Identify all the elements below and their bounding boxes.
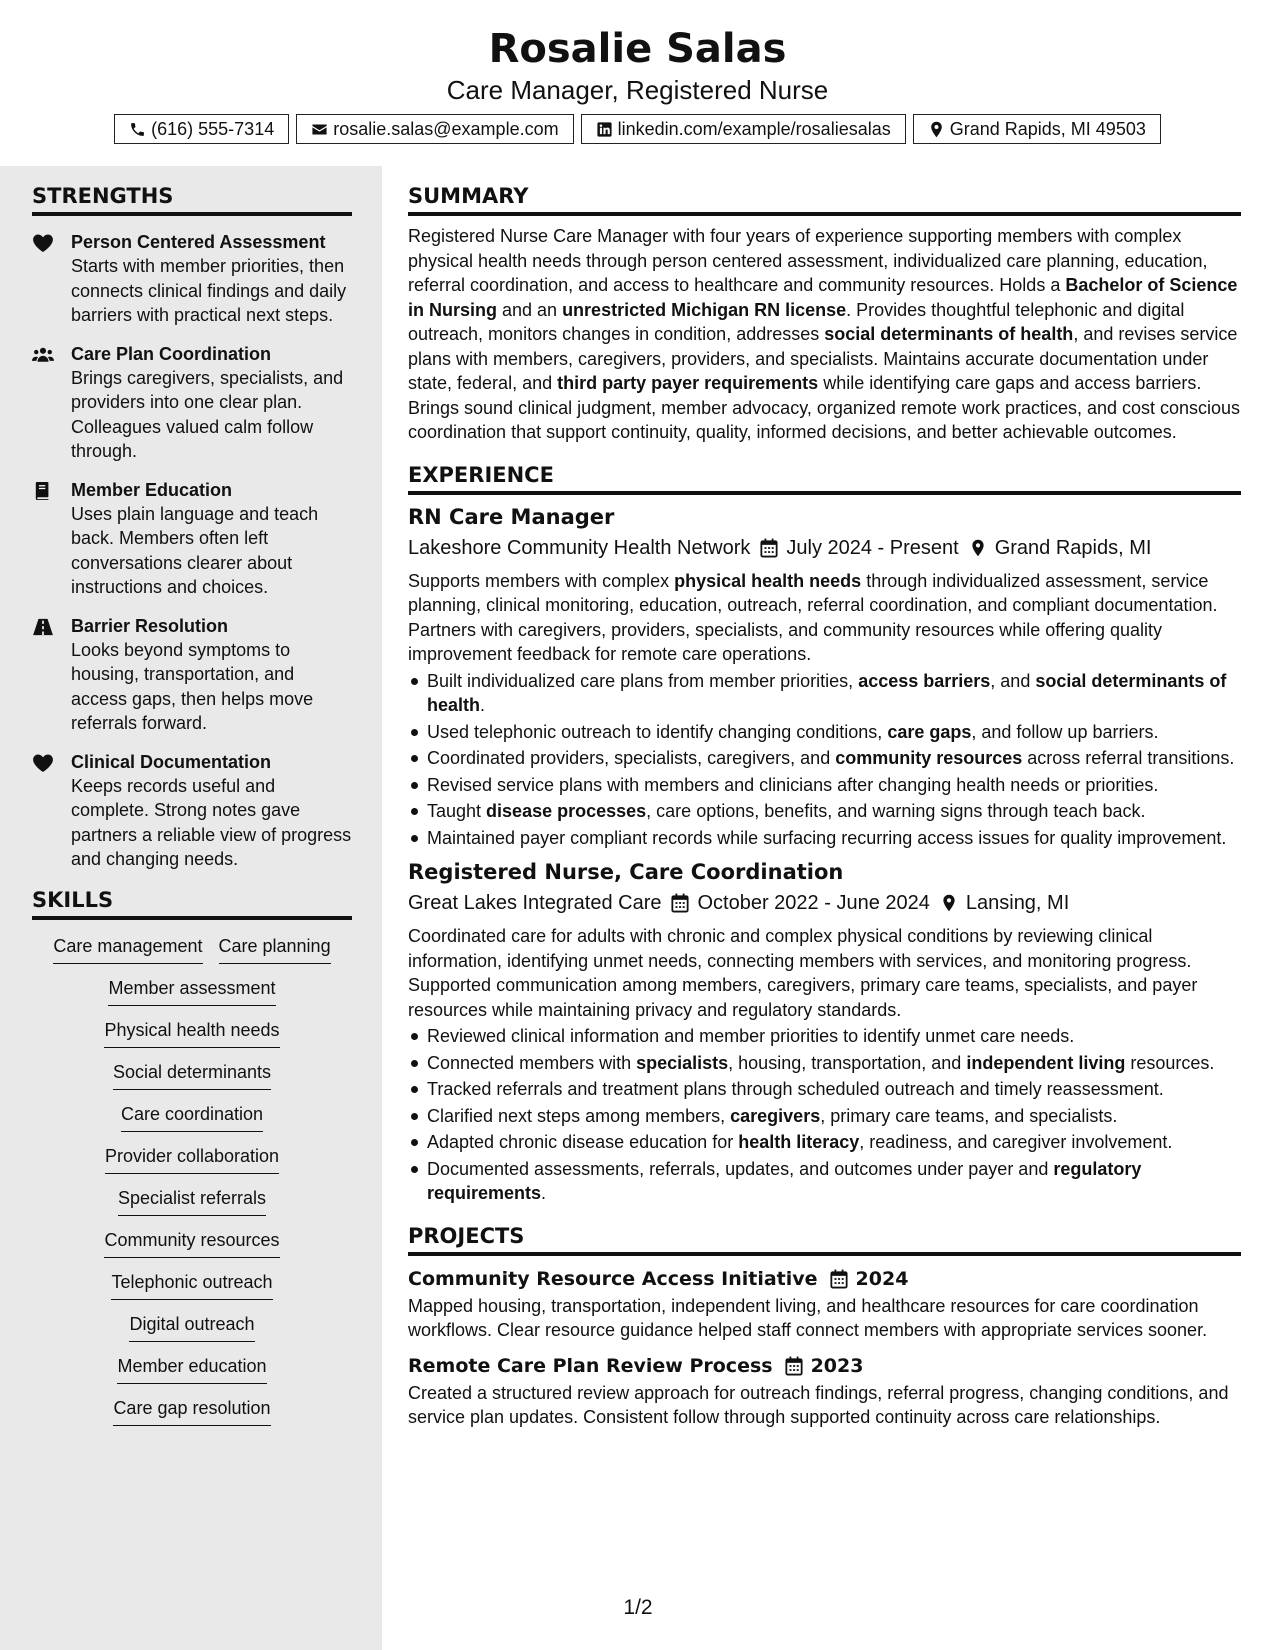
job-company: Great Lakes Integrated Care xyxy=(408,892,662,914)
bold-text: care gaps xyxy=(887,721,972,742)
job-bullet: Maintained payer compliant records while surfacing recurring access issues for quality improvement. xyxy=(408,826,1241,851)
skills-heading: SKILLS xyxy=(32,886,352,920)
page-number: 1/2 xyxy=(623,1596,653,1619)
map-pin-icon xyxy=(928,121,945,138)
skill-tag: Social determinants xyxy=(113,1060,271,1090)
strength-desc: Looks beyond symptoms to housing, transportation, and access gaps, then helps move referrals forward. xyxy=(71,639,314,733)
bold-text: caregivers xyxy=(730,1105,821,1126)
envelope-icon xyxy=(311,121,328,138)
job-location: Lansing, MI xyxy=(965,892,1070,914)
bold-text: Bachelor of Science in Nursing xyxy=(408,275,1238,320)
job-meta xyxy=(408,533,1241,563)
strength-item xyxy=(32,478,352,600)
project-entry xyxy=(408,1266,1241,1343)
candidate-name: Rosalie Salas xyxy=(488,26,787,72)
phone-icon xyxy=(129,121,146,138)
bold-text: health literacy xyxy=(738,1132,860,1152)
heart-icon xyxy=(32,754,54,772)
job-bullet: Clarified next steps among members, caregivers, primary care teams, and specialists. xyxy=(408,1104,1241,1129)
bold-text: unrestricted Michigan RN license xyxy=(562,299,847,320)
skills-list xyxy=(32,934,352,1426)
calendar-icon xyxy=(830,1269,848,1289)
strength-title: Member Education xyxy=(71,479,233,500)
bold-text: social determinants of health xyxy=(824,324,1074,344)
job-meta xyxy=(408,888,1241,918)
job-bullets xyxy=(408,669,1241,851)
job-bullet: Documented assessments, referrals, updates, and outcomes under payer and regulatory requirements. xyxy=(408,1157,1241,1206)
bold-text: specialists xyxy=(636,1052,729,1073)
project-description: Mapped housing, transportation, independent living, and healthcare resources for care coordination workflows. Clear resource guidance helped staff connect members with appropriate services sooner. xyxy=(408,1295,1208,1340)
main-content xyxy=(408,166,1241,1430)
job-bullet: Reviewed clinical information and member priorities to identify unmet care needs. xyxy=(408,1024,1241,1049)
projects-heading: PROJECTS xyxy=(408,1222,1241,1256)
contact-linkedin[interactable] xyxy=(581,114,906,144)
job-company: Lakeshore Community Health Network xyxy=(408,536,751,559)
experience-heading: EXPERIENCE xyxy=(408,461,1241,495)
skill-tag: Care planning xyxy=(219,934,331,964)
strength-title: Barrier Resolution xyxy=(71,615,229,636)
job-title: Registered Nurse, Care Coordination xyxy=(408,860,844,884)
strength-title: Person Centered Assessment xyxy=(71,232,326,252)
candidate-title: Care Manager, Registered Nurse xyxy=(446,75,829,105)
strength-item xyxy=(32,614,352,736)
calendar-icon xyxy=(760,538,778,558)
job-title: RN Care Manager xyxy=(408,504,615,529)
strength-desc: Brings caregivers, specialists, and providers into one clear plan. Colleagues valued calm follow through. xyxy=(71,367,344,461)
project-entry xyxy=(408,1353,1241,1430)
contact-location[interactable] xyxy=(913,114,1161,144)
skill-tag: Digital outreach xyxy=(129,1312,254,1342)
calendar-icon xyxy=(671,893,689,913)
contact-phone[interactable] xyxy=(114,114,289,144)
bold-text: independent living xyxy=(966,1052,1126,1073)
strength-item xyxy=(32,230,352,328)
resume-header xyxy=(0,0,1275,166)
skill-tag: Care coordination xyxy=(121,1102,263,1132)
job-bullet: Adapted chronic disease education for health literacy, readiness, and caregiver involvement. xyxy=(408,1130,1241,1155)
project-title: Remote Care Plan Review Process xyxy=(408,1354,773,1377)
summary-heading: SUMMARY xyxy=(408,182,1241,216)
project-year: 2023 xyxy=(810,1354,864,1377)
skill-tag: Community resources xyxy=(104,1228,279,1258)
bold-text: social determinants of health xyxy=(427,670,1227,715)
job-bullet: Connected members with specialists, housing, transportation, and independent living resources. xyxy=(408,1051,1241,1076)
project-title-row xyxy=(408,1266,1241,1292)
job-bullets xyxy=(408,1024,1241,1206)
job-dates: October 2022 - June 2024 xyxy=(697,892,930,914)
job-bullet: Used telephonic outreach to identify changing conditions, care gaps, and follow up barriers. xyxy=(408,720,1241,745)
contact-bar xyxy=(0,114,1275,144)
strength-title: Care Plan Coordination xyxy=(71,343,272,364)
skill-tag: Specialist referrals xyxy=(118,1186,266,1216)
summary-text: Registered Nurse Care Manager with four years of experience supporting members with complex physical health needs through person centered assessment, individualized care planning, education, referral coordination, and access to healthcare and community resources. Holds a Bachelor of Science in Nursing and an unrestricted Michigan RN license. Provides thoughtful telephonic and digital outreach, monitors changes in condition, addresses social determinants of health, and revises service plans with members, caregivers, providers, and specialists. Maintains accurate documentation under state, federal, and third party payer requirements while identifying care gaps and access barriers. Brings sound clinical judgment, member advocacy, organized remote work practices, and cost conscious coordination that support continuity, quality, informed decisions, and better achievable outcomes. xyxy=(408,226,1241,442)
bold-text: access barriers xyxy=(858,670,991,691)
strengths-list xyxy=(32,230,352,872)
map-pin-icon xyxy=(940,893,958,913)
skill-tag: Care gap resolution xyxy=(113,1396,270,1426)
strength-title: Clinical Documentation xyxy=(71,751,272,772)
bold-text: disease processes xyxy=(486,801,647,821)
job-bullet: Tracked referrals and treatment plans through scheduled outreach and timely reassessment. xyxy=(408,1077,1241,1102)
heart-icon xyxy=(32,234,54,252)
skill-tag: Member education xyxy=(117,1354,266,1384)
strength-desc: Uses plain language and teach back. Members often left conversations clearer about instructions and choices. xyxy=(71,503,319,597)
bold-text: regulatory requirements xyxy=(427,1158,1142,1203)
job-bullet: Revised service plans with members and clinicians after changing health needs or priorities. xyxy=(408,773,1241,798)
job-entry xyxy=(408,503,1241,851)
job-description: Supports members with complex physical health needs through individualized assessment, service planning, clinical monitoring, education, outreach, referral coordination, and compliant documentation. Partners with caregivers, providers, specialists, and community resources while offering quality improvement feedback for remote care operations. xyxy=(408,570,1218,664)
strength-item xyxy=(32,342,352,464)
bold-text: third party payer requirements xyxy=(557,373,819,393)
skill-tag: Telephonic outreach xyxy=(111,1270,272,1300)
contact-email[interactable] xyxy=(296,114,573,144)
job-description: Coordinated care for adults with chronic and complex physical conditions by reviewing clinical information, identifying unmet needs, connecting members with services, and monitoring progress. Supported communication among members, caregivers, primary care teams, specialists, and payer resources while maintaining privacy and regulatory standards. xyxy=(408,926,1198,1020)
bold-text: community resources xyxy=(835,748,1023,768)
contact-email-text: rosalie.salas@example.com xyxy=(333,118,559,139)
job-location: Grand Rapids, MI xyxy=(994,536,1152,559)
project-description: Created a structured review approach for outreach findings, referral progress, changing conditions, and service plan updates. Consistent follow through supported continuity across care relationships. xyxy=(408,1382,1229,1427)
strengths-heading: STRENGTHS xyxy=(32,182,352,216)
job-bullet: Built individualized care plans from member priorities, access barriers, and social determinants of health. xyxy=(408,669,1241,718)
strength-desc: Keeps records useful and complete. Strong notes gave partners a reliable view of progress and changing needs. xyxy=(71,775,352,869)
project-title: Community Resource Access Initiative xyxy=(408,1267,818,1290)
contact-phone-text: (616) 555-7314 xyxy=(151,118,275,139)
contact-linkedin-text: linkedin.com/example/rosaliesalas xyxy=(617,118,891,139)
skill-tag: Care management xyxy=(53,934,202,964)
sidebar xyxy=(0,166,382,1650)
job-dates: July 2024 - Present xyxy=(786,536,959,559)
road-icon xyxy=(32,618,54,636)
users-icon xyxy=(32,346,54,364)
project-title-row xyxy=(408,1353,1241,1379)
calendar-icon xyxy=(785,1356,803,1376)
skill-tag: Member assessment xyxy=(108,976,275,1006)
job-bullet: Taught disease processes, care options, benefits, and warning signs through teach back. xyxy=(408,799,1241,824)
map-pin-icon xyxy=(969,538,987,558)
skill-tag: Physical health needs xyxy=(104,1018,279,1048)
project-year: 2024 xyxy=(855,1267,909,1290)
skill-tag: Provider collaboration xyxy=(105,1144,279,1174)
strength-item xyxy=(32,750,352,872)
strength-desc: Starts with member priorities, then connects clinical findings and daily barriers with practical next steps. xyxy=(71,256,347,325)
job-entry xyxy=(408,858,1241,1206)
linkedin-icon xyxy=(596,121,613,138)
contact-location-text: Grand Rapids, MI 49503 xyxy=(949,118,1146,139)
book-icon xyxy=(32,482,54,500)
bold-text: physical health needs xyxy=(674,570,862,591)
job-bullet: Coordinated providers, specialists, caregivers, and community resources across referral transitions. xyxy=(408,746,1241,771)
